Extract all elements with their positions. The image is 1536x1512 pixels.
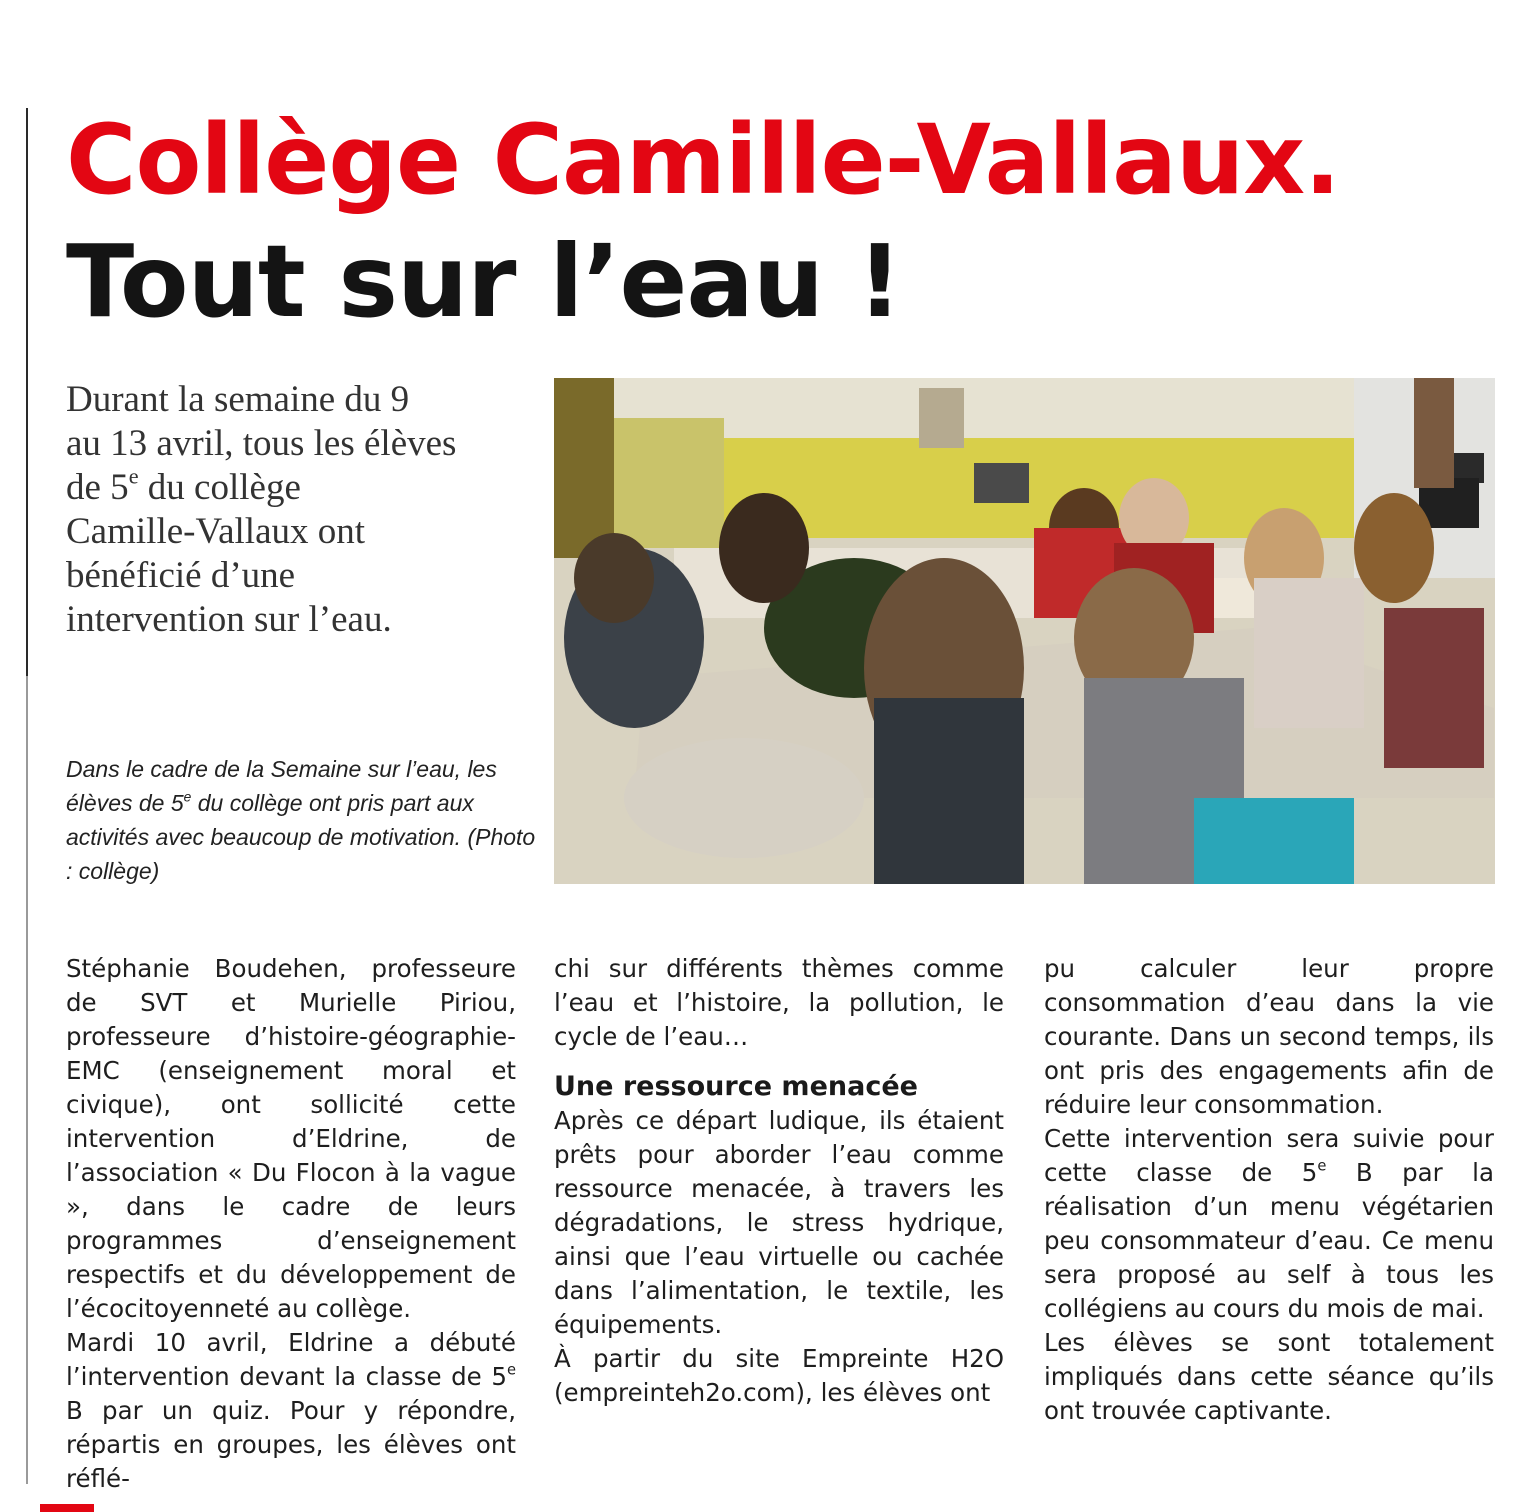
- lead-superscript: e: [128, 463, 139, 489]
- lead-line: Camille-Vallaux ont: [66, 511, 366, 552]
- body-paragraph: [66, 1326, 516, 1496]
- left-column-rule-lower: [26, 676, 28, 1484]
- lead-paragraph: [66, 378, 526, 642]
- lead-line: de 5: [66, 467, 129, 508]
- body-superscript: e: [1317, 1157, 1327, 1175]
- photo-caption: [66, 752, 536, 888]
- article-photo: [554, 378, 1495, 884]
- body-paragraph: Les élèves se sont totalement impliqués dans cette séance qu’ils ont trouvée captivante.: [1044, 1328, 1494, 1425]
- body-paragraph: À partir du site Empreinte H2O (empreinteh2o.com), les élèves ont: [554, 1344, 1004, 1407]
- caption-superscript: e: [183, 789, 192, 805]
- body-text: Mardi 10 avril, Eldrine a débuté l’intervention devant la classe de 5: [66, 1328, 516, 1391]
- left-column-rule: [26, 108, 28, 676]
- body-text: B par la réalisation d’un menu végétarien peu consommateur d’eau. Ce menu sera proposé au self à tous les collégiens au cours du mois de mai.: [1044, 1158, 1494, 1323]
- lead-line: Durant la semaine du 9: [66, 379, 410, 420]
- body-paragraph: [1044, 1122, 1494, 1326]
- body-paragraph: chi sur différents thèmes comme l’eau et l’histoire, la pollution, le cycle de l’eau…: [554, 954, 1004, 1051]
- body-column-1: [66, 952, 516, 1496]
- lead-line: du collège: [138, 467, 301, 508]
- body-column-2: [554, 952, 1004, 1410]
- body-paragraph: Stéphanie Boudehen, professeure de SVT et Murielle Piriou, professeure d’histoire-géographie-EMC (enseignement moral et civique), ont sollicité cette intervention d’Eldrine, de l’association « Du Flocon à la vague », dans le cadre de leurs programmes d’enseignement respectifs et du développement de l’écocitoyenneté au collège.: [66, 954, 516, 1323]
- classroom-photo-illustration: [554, 378, 1495, 884]
- lead-line: bénéficié d’une: [66, 555, 296, 596]
- body-paragraph: Après ce départ ludique, ils étaient prêts pour aborder l’eau comme ressource menacée, à travers les dégradations, le stress hydrique, ainsi que l’eau virtuelle ou cachée dans l’alimentation, le textile, les équipements.: [554, 1106, 1004, 1339]
- body-paragraph: pu calculer leur propre consommation d’eau dans la vie courante. Dans un second temps, ils ont pris des engagements afin de réduire leur consommation.: [1044, 954, 1494, 1119]
- section-color-marker: [40, 1504, 94, 1512]
- headline-kicker: Collège Camille-Vallaux.: [66, 104, 1340, 216]
- body-superscript: e: [506, 1361, 516, 1379]
- caption-text: du collège ont pris part aux activités avec beaucoup de motivation. (Photo : collège): [66, 790, 536, 884]
- headline-title: Tout sur l’eau !: [66, 223, 902, 340]
- body-text: Cette intervention sera suivie pour cette classe de 5: [1044, 1124, 1494, 1187]
- body-column-3: [1044, 952, 1494, 1428]
- lead-line: intervention sur l’eau.: [66, 599, 392, 640]
- section-subheading: Une ressource menacée: [554, 1071, 918, 1102]
- lead-line: au 13 avril, tous les élèves: [66, 423, 457, 464]
- caption-text: Dans le cadre de la Semaine sur l’eau, les élèves de 5: [66, 756, 497, 816]
- body-text: B par un quiz. Pour y répondre, répartis en groupes, les élèves ont réflé-: [66, 1396, 516, 1493]
